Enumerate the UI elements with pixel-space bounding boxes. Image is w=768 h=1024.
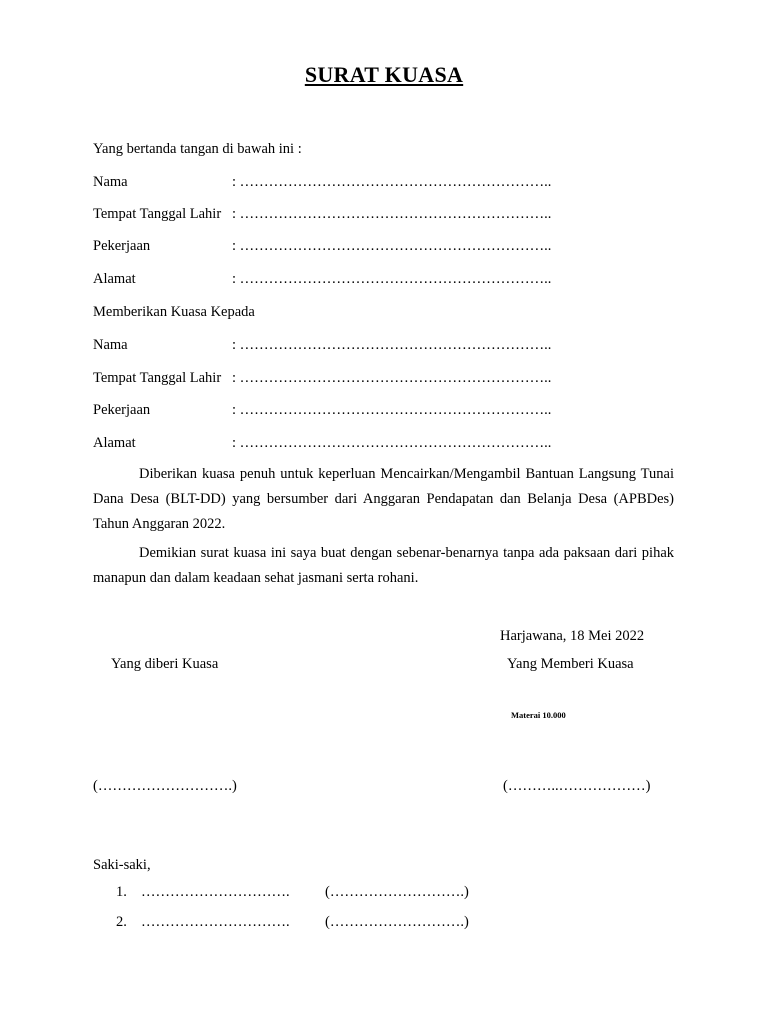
place-date: Harjawana, 18 Mei 2022 — [500, 628, 645, 644]
pemberi-ttl-value: : ……………………………………………………….. — [232, 206, 552, 222]
witness-heading: Saki-saki, — [93, 857, 151, 873]
paragraph-closing: Demikian surat kuasa ini saya buat dengan sebenar-benarnya tanpa ada paksaan dari pihak manapun dan dalam keadaan sehat jasmani serta rohani. — [93, 545, 674, 586]
signature-left-label: Yang diberi Kuasa — [111, 656, 219, 672]
signature-right-label: Yang Memberi Kuasa — [507, 656, 634, 672]
witness-1-signature: (……………………….) — [325, 884, 469, 900]
penerima-ttl-label: Tempat Tanggal Lahir — [93, 370, 222, 386]
pemberi-nama-label: Nama — [93, 174, 128, 190]
paragraph-purpose: Diberikan kuasa penuh untuk keperluan Mencairkan/Mengambil Bantuan Langsung Tunai Dana Desa (BLT-DD) yang bersumber dari Anggaran Pendapatan dan Belanja Desa (APBDes) Tahun Anggaran 2022. — [93, 466, 674, 532]
signature-right-blank: (………..………………) — [503, 778, 651, 794]
penerima-nama-value: : ……………………………………………………….. — [232, 337, 552, 353]
pemberi-nama-value: : ……………………………………………………….. — [232, 174, 552, 190]
pemberi-alamat-value: : ……………………………………………………….. — [232, 271, 552, 287]
penerima-alamat-label: Alamat — [93, 435, 136, 451]
penerima-nama-label: Nama — [93, 337, 128, 353]
signature-left-blank: (……………………….) — [93, 778, 237, 794]
penerima-pekerjaan-value: : ……………………………………………………….. — [232, 402, 552, 418]
document-title: SURAT KUASA — [304, 62, 464, 87]
penerima-ttl-value: : ……………………………………………………….. — [232, 370, 552, 386]
witness-1-name-dots: …………………………. — [141, 884, 290, 900]
penerima-pekerjaan-label: Pekerjaan — [93, 402, 151, 418]
section2-heading: Memberikan Kuasa Kepada — [93, 304, 255, 320]
pemberi-alamat-label: Alamat — [93, 271, 136, 287]
materai-stamp-label: Materai 10.000 — [511, 710, 566, 720]
witness-2-number: 2. — [116, 914, 127, 930]
witness-2-name-dots: …………………………. — [141, 914, 290, 930]
pemberi-ttl-label: Tempat Tanggal Lahir — [93, 206, 222, 222]
witness-1-number: 1. — [116, 884, 127, 900]
witness-2-signature: (……………………….) — [325, 914, 469, 930]
pemberi-pekerjaan-label: Pekerjaan — [93, 238, 151, 254]
pemberi-pekerjaan-value: : ……………………………………………………….. — [232, 238, 552, 254]
intro-text: Yang bertanda tangan di bawah ini : — [93, 141, 302, 157]
penerima-alamat-value: : ……………………………………………………….. — [232, 435, 552, 451]
